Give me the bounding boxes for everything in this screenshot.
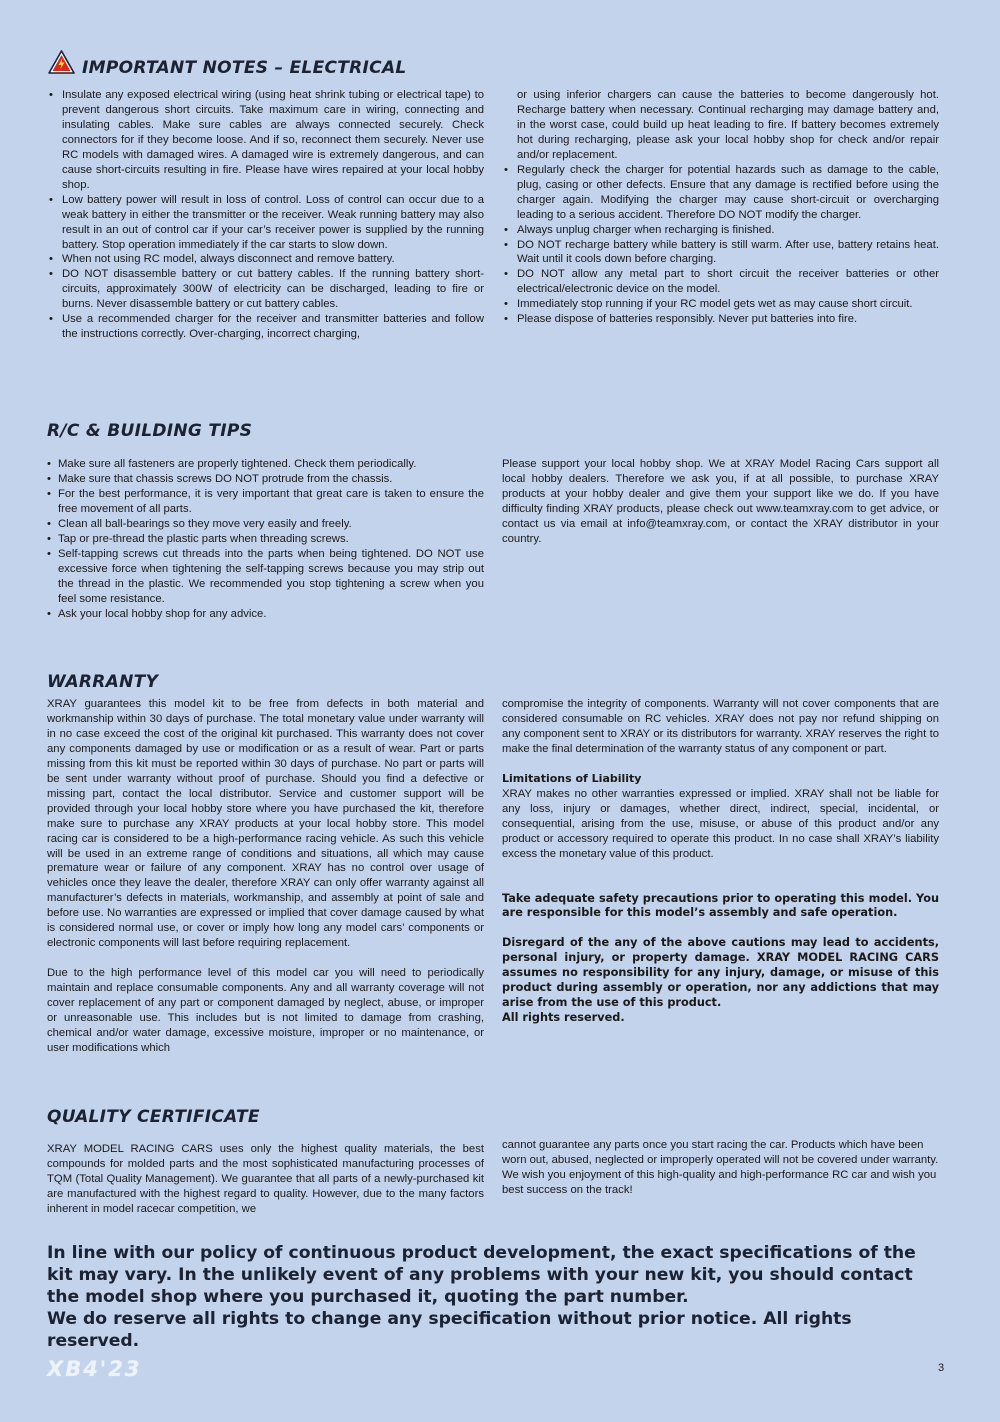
- list-item: • Regularly check the charger for potential hazards such as damage to the cable, plug, casing or other defects. Ensure that any damage is rectified before using the charger again. Modifying the charger may cause short-circuit or overcharging leading to a serious accident. Therefore DO NOT modify the charger.: [502, 163, 939, 223]
- list-item: • Tap or pre-thread the plastic parts when threading screws.: [47, 532, 484, 547]
- rights-line: All rights reserved.: [502, 1011, 625, 1025]
- list-item: • Clean all ball-bearings so they move very easily and freely.: [47, 517, 484, 532]
- list-item: • DO NOT recharge battery while battery is still warm. After use, battery retains heat. Wait until it cools down before charging.: [502, 238, 939, 268]
- specification-notice: [47, 1242, 947, 1352]
- warranty-paragraph: compromise the integrity of components. Warranty will not cover components that are considered consumable on RC vehicles. XRAY does not pay nor refund shipping on any component sent to XRAY or its distributors for warranty. XRAY reserves the right to make the final determination of the warranty status of any component or part.: [502, 698, 939, 755]
- warranty-left-column: [47, 697, 484, 1056]
- page-number: 3: [938, 1362, 945, 1374]
- list-item: • Ask your local hobby shop for any advice.: [47, 607, 484, 622]
- notice-line: In line with our policy of continuous product development, the exact specifications of the kit may vary. In the unlikely event of any problems with your new kit, you should contact the model shop where you purchased it, quoting the part number.: [47, 1243, 916, 1307]
- notice-line: We do reserve all rights to change any specification without prior notice. All rights reserved.: [47, 1309, 852, 1351]
- list-item: • Use a recommended charger for the receiver and transmitter batteries and follow the instructions correctly. Over-charging, incorrect charging,: [47, 312, 484, 342]
- tips-right-column: [502, 457, 939, 547]
- list-item: • Make sure all fasteners are properly tightened. Check them periodically.: [47, 457, 484, 472]
- warranty-heading: WARRANTY: [47, 672, 159, 692]
- safety-paragraph: Take adequate safety precautions prior to operating this model. You are responsible for this model’s assembly and safe operation.: [502, 891, 939, 920]
- liability-heading: Limitations of Liability: [502, 771, 642, 785]
- warranty-paragraph: XRAY guarantees this model kit to be free from defects in both material and workmanship within 30 days of purchase. The total monetary value under warranty will in no case exceed the cost of the original kit purchased. This warranty does not cover any components damaged by use or modification or as a result of wear. Part or parts missing from this kit must be reported within 30 days of purchase. No part or parts will be sent under warranty without proof of purchase. Should you find a defective or missing part, contact the local distributor. Service and customer support will be provided through your local hobby store where you have purchased the kit, therefore make sure to purchase any XRAY products at your local hobby store. This model racing car is considered to be a high-performance racing vehicle. As such this vehicle will be used in an extreme range of conditions and situations, all which may cause premature wear or failure of any component. XRAY has no control over usage of vehicles once they leave the dealer, therefore XRAY can only offer warranty against all manufacturer’s defects in materials, workmanship, and assembly at point of sale and before use. No warranties are expressed or implied that cover damage caused by what is considered normal use, or cover or imply how long any model cars’ components or electronic components will last before requiring replacement.: [47, 698, 484, 950]
- electrical-heading: IMPORTANT NOTES – ELECTRICAL: [82, 58, 407, 78]
- electrical-right-column: [502, 88, 939, 327]
- liability-paragraph: XRAY makes no other warranties expressed or implied. XRAY shall not be liable for any loss, injury or damages, whether direct, indirect, special, incidental, or consequential, arising from the use, misuse, or abuse of this product and/or any product or accessory required to operate this product. In no case shall XRAY’s liability excess the monetary value of this product.: [502, 787, 939, 860]
- support-paragraph: Please support your local hobby shop. We at XRAY Model Racing Cars support all local hobby dealers. Therefore we ask you, if at all possible, to purchase XRAY products at your hobby dealer and give them your support like we do. If you have difficulty finding XRAY products, please check out www.teamxray.com to get advice, or contact us via email at info@teamxray.com, or contact the XRAY distributor in your country.: [502, 458, 939, 545]
- list-item: • Please dispose of batteries responsibly. Never put batteries into fire.: [502, 312, 939, 327]
- quality-paragraph: We wish you enjoyment of this high-quality and high-performance RC car and wish you best success on the track!: [502, 1168, 937, 1196]
- list-item: • Insulate any exposed electrical wiring (using heat shrink tubing or electrical tape) to prevent dangerous short circuits. Take maximum care in wiring, connecting and insulating cables. Make sure cables are always connected securely. Check connectors for if they become loose. And if so, reconnect them securely. Never use RC models with damaged wires. A damaged wire is extremely dangerous, and can cause short-circuits resulting in fire. Please have wires repaired at your local hobby shop.: [47, 88, 484, 193]
- list-item-continuation: or using inferior chargers can cause the batteries to become dangerously hot. Recharge battery when necessary. Continual recharging may damage battery and, in the worst case, could build up heat leading to fire. If battery becomes extremely hot during recharging, please ask your local hobby shop for check and/or repair and/or replacement.: [517, 89, 939, 161]
- list-item: • DO NOT allow any metal part to short circuit the receiver batteries or other electrical/electronic device on the model.: [502, 267, 939, 297]
- list-item: • For the best performance, it is very important that great care is taken to ensure the free movement of all parts.: [47, 487, 484, 517]
- list-item: • Make sure that chassis screws DO NOT protrude from the chassis.: [47, 472, 484, 487]
- tips-heading: R/C & BUILDING TIPS: [47, 421, 253, 441]
- quality-heading: QUALITY CERTIFICATE: [47, 1107, 260, 1127]
- list-item: • Always unplug charger when recharging is finished.: [502, 223, 939, 238]
- quality-paragraph: XRAY MODEL RACING CARS uses only the highest quality materials, the best compounds for molded parts and the most sophisticated manufacturing processes of TQM (Total Quality Management). We guarantee that all parts of a newly-purchased kit are manufactured with the highest regard to quality. However, due to the many factors inherent in model racecar competition, we: [47, 1143, 484, 1215]
- list-item: • When not using RC model, always disconnect and remove battery.: [47, 252, 484, 267]
- model-logo: XB4'23: [47, 1357, 142, 1381]
- list-item: • Self-tapping screws cut threads into the parts when being tightened. DO NOT use excessive force when tightening the self-tapping screws because you may strip out the thread in the plastic. We recommended you stop tightening a screw when you feel some resistance.: [47, 547, 484, 607]
- quality-right-column: [502, 1138, 939, 1198]
- electrical-left-column: [47, 88, 484, 342]
- warranty-right-column: [502, 697, 939, 1026]
- disregard-paragraph: Disregard of the any of the above cautions may lead to accidents, personal injury, or property damage. XRAY MODEL RACING CARS assumes no responsibility for any injury, damage, or misuse of this product during assembly or operation, nor any addictions that may arise from the use of this product.: [502, 936, 939, 1010]
- list-item: • Immediately stop running if your RC model gets wet as may cause short circuit.: [502, 297, 939, 312]
- list-item: • DO NOT disassemble battery or cut battery cables. If the running battery short-circuits, approximately 300W of electricity can be discharged, leading to fire or burns. Never disassemble battery or cut battery cables.: [47, 267, 484, 312]
- list-item: • Low battery power will result in loss of control. Loss of control can occur due to a weak battery in either the transmitter or the receiver. Weak running battery may also result in an out of control car if your car’s receiver power is supplied by the running battery. Stop operation immediately if the car starts to slow down.: [47, 193, 484, 253]
- quality-left-column: [47, 1142, 484, 1217]
- quality-paragraph: cannot guarantee any parts once you start racing the car. Products which have been worn out, abused, neglected or improperly operated will not be covered under warranty.: [502, 1139, 939, 1166]
- warranty-paragraph: Due to the high performance level of this model car you will need to periodically maintain and replace consumable components. Any and all warranty coverage will not cover replacement of any part or component damaged by neglect, abuse, or improper or unreasonable use. This includes but is not limited to damage from crashing, chemical and/or water damage, excessive moisture, improper or no maintenance, or user modifications which: [47, 967, 484, 1054]
- warning-icon: [48, 50, 75, 74]
- tips-left-column: [47, 457, 484, 621]
